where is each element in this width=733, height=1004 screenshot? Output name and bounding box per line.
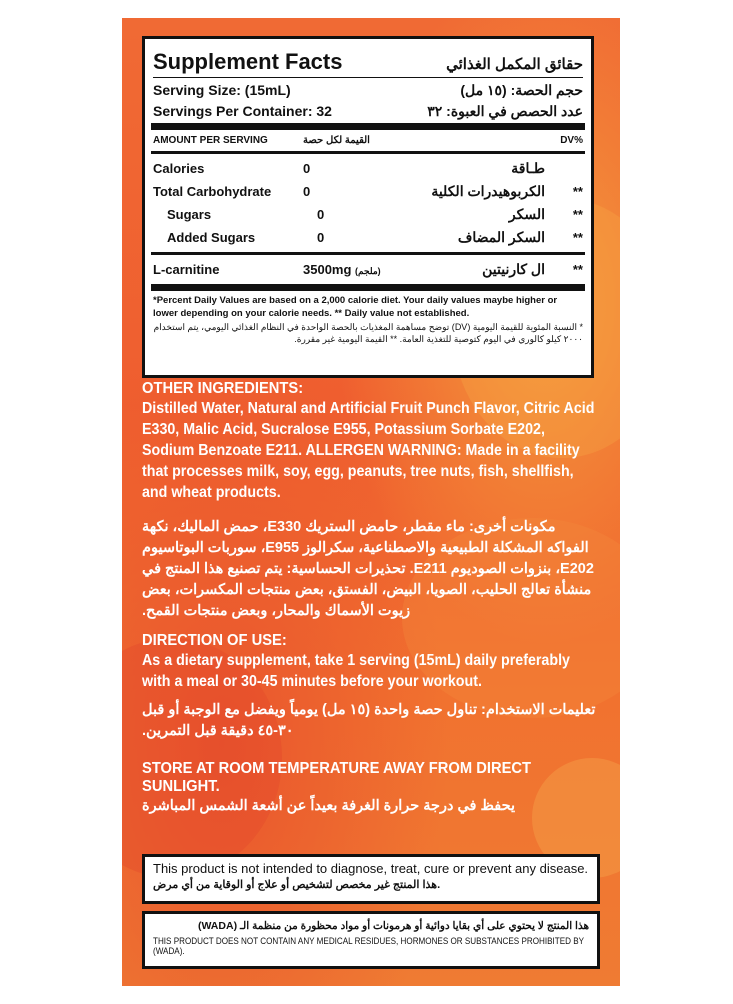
facts-title-ar: حقائق المكمل الغذائي bbox=[446, 56, 583, 73]
serving-size-ar: حجم الحصة: (١٥ مل) bbox=[460, 82, 583, 98]
carnitine-name-ar: ال كارنيتين bbox=[482, 261, 545, 277]
direction-text-ar: تعليمات الاستخدام: تناول حصة واحدة (١٥ مل) يومياً ويفضل مع الوجبة أو قبل ٣٠-٤٥ دقيقة قبل التمرين. bbox=[142, 702, 596, 739]
servings-row bbox=[153, 103, 583, 120]
nutrient-row bbox=[153, 180, 583, 203]
footnote-ar: * النسبة المئوية للقيمة اليومية (DV) توضح مساهمة المغذيات بالحصة الواحدة في النظام الغذائي اليومي، يتم استخدام ٢٠٠٠ كيلو كالوري في اليوم كتوصية للتغذية العامة. ** القيمة اليومية غير مقررة. bbox=[153, 322, 583, 344]
carnitine-row bbox=[153, 258, 583, 281]
storage-text-ar: يحفظ في درجة حرارة الغرفة بعيداً عن أشعة الشمس المباشرة bbox=[142, 798, 516, 814]
nutrient-row bbox=[153, 226, 583, 249]
facts-title-row bbox=[153, 49, 583, 75]
facts-column-header bbox=[153, 132, 583, 148]
ingredients-text-en: Distilled Water, Natural and Artificial Fruit Punch Flavor, Citric Acid E330, Malic Acid, Sucralose E955, Potassium Sorbate E202, Sodium Benzoate E211. ALLERGEN WARNING: Made in a facility that processes milk, soy, egg, peanuts, tree nuts, fish, shellfish, and wheat products. bbox=[142, 400, 595, 501]
col-dv: DV% bbox=[560, 134, 583, 146]
nutrient-name-ar: السكر bbox=[508, 206, 545, 222]
divider bbox=[151, 252, 585, 255]
nutrient-value: 0 bbox=[317, 207, 325, 222]
wada-en: THIS PRODUCT DOES NOT CONTAIN ANY MEDICAL RESIDUES, HORMONES OR SUBSTANCES PROHIBITED BY (WADA). bbox=[153, 936, 584, 956]
divider bbox=[151, 151, 585, 154]
nutrient-name: Added Sugars bbox=[167, 230, 256, 245]
serving-size-row bbox=[153, 82, 583, 99]
ingredients-text-ar: مكونات أخرى: ماء مقطر، حامض الستريك E330، حمض الماليك، نكهة الفواكه المشكلة الطبيعية والاصطناعية، سكرالوز E955، سوربات البوتاسيوم E202، بنزوات الصوديوم E211. تحذيرات الحساسية: يتم تصنيع هذا المنتج في منشأة تعالج الحليب، الصويا، البيض، الفستق، بعض منتجات المكسرات، بعض زيوت الأسماك والمحار، وبعض منتجات القمح. bbox=[142, 519, 594, 619]
nutrient-dv: ** bbox=[572, 184, 583, 199]
carnitine-unit-ar: (ملجم) bbox=[355, 266, 381, 276]
disclaimer-box bbox=[142, 854, 600, 904]
servings-en: Servings Per Container: 32 bbox=[153, 103, 332, 119]
carnitine-value: 3500mg bbox=[303, 262, 352, 277]
nutrient-value: 0 bbox=[303, 184, 311, 199]
facts-title-en: Supplement Facts bbox=[153, 49, 343, 74]
disclaimer-ar: هذا المنتج غير مخصص لتشخيص أو علاج أو الوقاية من أي مرض. bbox=[153, 879, 441, 891]
carnitine-name: L-carnitine bbox=[153, 262, 220, 277]
servings-ar: عدد الحصص في العبوة: ٣٢ bbox=[427, 103, 583, 119]
direction-text-en: As a dietary supplement, take 1 serving (15mL) daily preferably with a meal or 30-45 minutes before your workout. bbox=[142, 652, 570, 690]
disclaimer-en: This product is not intended to diagnose, treat, cure or prevent any disease. bbox=[153, 861, 589, 876]
nutrient-row bbox=[153, 157, 583, 180]
divider-thick bbox=[151, 123, 585, 130]
nutrient-value: 0 bbox=[303, 161, 311, 176]
product-label bbox=[122, 18, 620, 986]
wada-ar: هذا المنتج لا يحتوي على أي بقايا دوائية أو هرمونات أو مواد محظورة من منظمة الـ (WADA) bbox=[197, 920, 589, 932]
nutrient-row bbox=[153, 203, 583, 226]
col-amount-ar: القيمة لكل حصة bbox=[303, 134, 370, 146]
storage-text-en: STORE AT ROOM TEMPERATURE AWAY FROM DIRECT SUNLIGHT. bbox=[142, 760, 532, 795]
nutrient-dv: ** bbox=[572, 207, 583, 222]
nutrient-name: Sugars bbox=[167, 207, 212, 222]
footnote-en: *Percent Daily Values are based on a 2,000 calorie diet. Your daily values maybe higher or lower depending on your calorie needs. ** Daily value not established. bbox=[153, 295, 558, 319]
ingredients-heading: OTHER INGREDIENTS: bbox=[142, 380, 304, 397]
nutrient-name-ar: السكر المضاف bbox=[457, 229, 545, 245]
direction-heading: DIRECTION OF USE: bbox=[142, 632, 287, 649]
carnitine-amount bbox=[303, 262, 413, 277]
nutrient-dv: ** bbox=[572, 230, 583, 245]
supplement-facts-panel bbox=[142, 36, 594, 378]
nutrient-name-ar: الكربوهيدرات الكلية bbox=[431, 183, 545, 199]
divider-thick bbox=[151, 284, 585, 291]
divider bbox=[153, 77, 583, 78]
nutrient-name-ar: طـاقة bbox=[511, 160, 545, 176]
label-body bbox=[142, 380, 598, 817]
nutrient-value: 0 bbox=[317, 230, 325, 245]
col-amount-en: AMOUNT PER SERVING bbox=[153, 134, 268, 146]
carnitine-dv: ** bbox=[572, 262, 583, 277]
nutrient-name: Calories bbox=[153, 161, 205, 176]
nutrient-name: Total Carbohydrate bbox=[153, 184, 272, 199]
serving-size-en: Serving Size: (15mL) bbox=[153, 82, 291, 98]
wada-box bbox=[142, 911, 600, 969]
